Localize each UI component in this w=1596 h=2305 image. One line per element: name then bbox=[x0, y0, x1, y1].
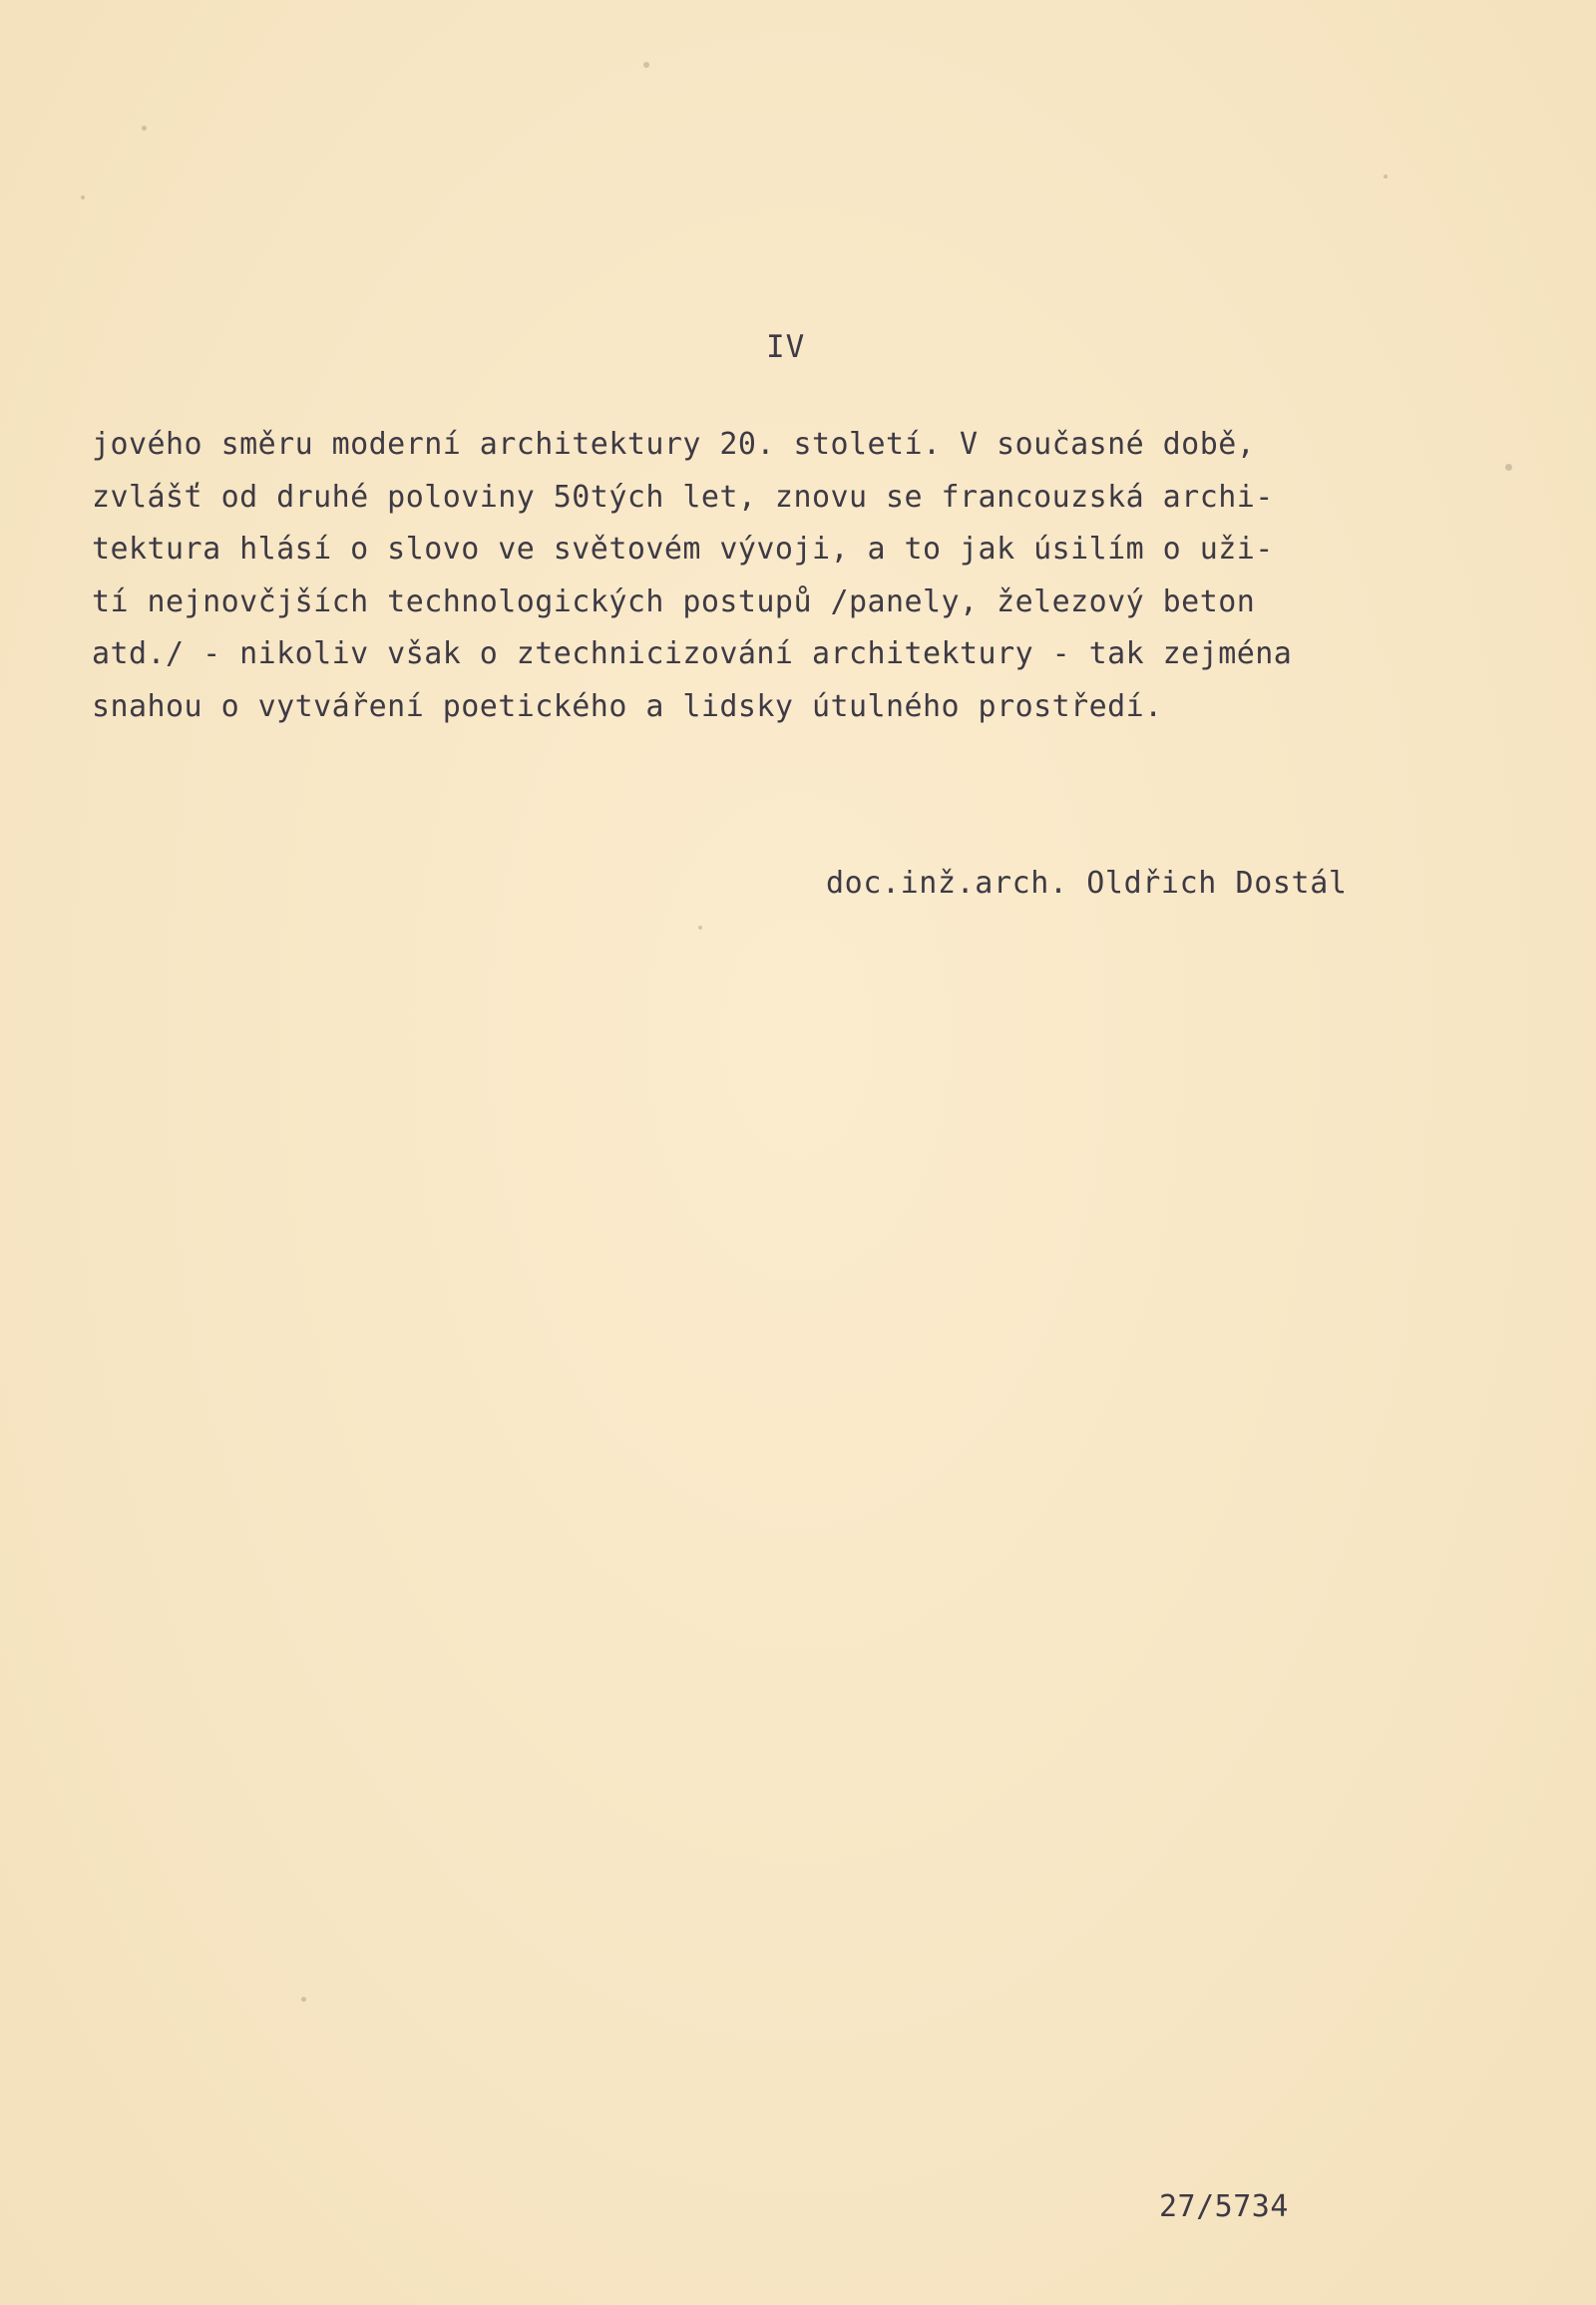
page-number: IV bbox=[766, 329, 806, 365]
paper-speck bbox=[81, 195, 85, 199]
body-paragraph bbox=[92, 419, 1488, 733]
text-line: snahou o vytváření poetického a lidsky útulného prostředí. bbox=[92, 688, 1163, 724]
text-line: atd./ - nikoliv však o ztechnicizování architektury - tak zejména bbox=[92, 636, 1293, 671]
paper-speck bbox=[142, 126, 147, 131]
text-line: tí nejnovčjších technologických postupů /panely, železový beton bbox=[92, 583, 1256, 619]
text-line: tektura hlásí o slovo ve světovém vývoji, a to jak úsilím o uži- bbox=[92, 532, 1274, 567]
archive-number: 27/5734 bbox=[1159, 2189, 1289, 2224]
paper-speck bbox=[1384, 175, 1388, 179]
text-line: zvlášť od druhé poloviny 50tých let, znovu se francouzská archi- bbox=[92, 479, 1274, 515]
signature: doc.inž.arch. Oldřich Dostál bbox=[826, 866, 1348, 901]
paper-speck bbox=[301, 1997, 306, 2002]
paper-speck bbox=[1505, 464, 1512, 471]
paper-speck bbox=[643, 62, 649, 68]
text-line: jového směru moderní architektury 20. století. V současné době, bbox=[92, 427, 1256, 462]
paper-speck bbox=[698, 926, 702, 930]
